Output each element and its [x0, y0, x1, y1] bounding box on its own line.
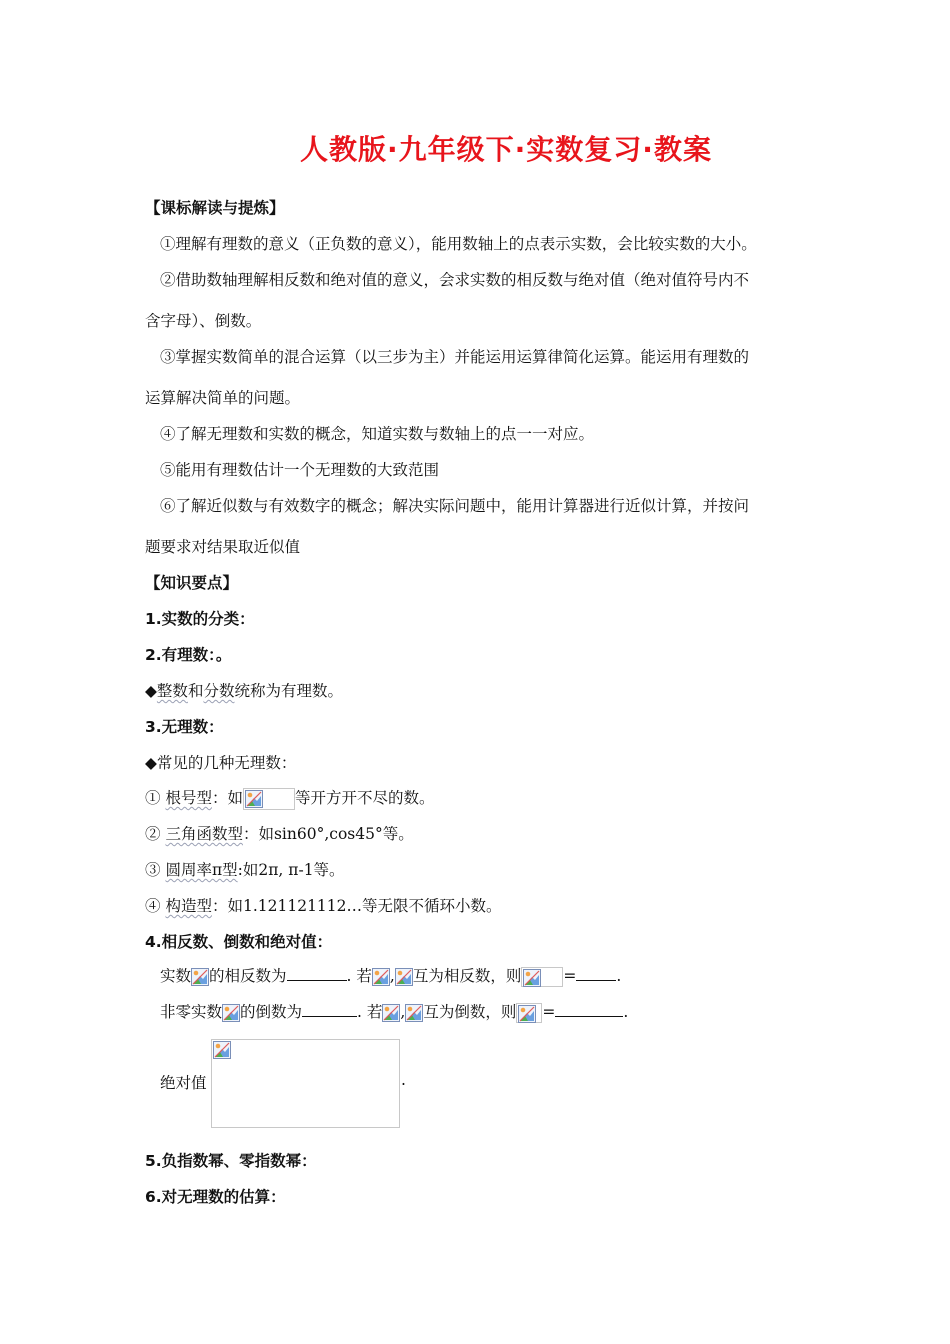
comma: , — [389, 967, 395, 985]
opposite-if: . 若 — [346, 967, 372, 985]
type-3-text: :如2π, π-1等。 — [237, 861, 345, 879]
formula-image-icon — [372, 968, 390, 986]
absolute-value-label: 绝对值 — [160, 1074, 207, 1092]
formula-image-icon — [213, 1041, 233, 1061]
irrational-type-4 — [145, 894, 502, 916]
term-fraction: 分数 — [203, 682, 235, 700]
point-4-heading: 4.相反数、倒数和绝对值： — [145, 933, 333, 951]
formula-image-icon — [516, 1003, 542, 1023]
reciprocal-if: . 若 — [357, 1003, 383, 1021]
standard-item-6: ⑥了解近似数与有效数字的概念；解决实际问题中，能用计算器进行近似计算，并按问 — [160, 497, 750, 515]
standard-item-3: ③掌握实数简单的混合运算（以三步为主）并能运用运算律简化运算。能运用有理数的 — [160, 348, 750, 366]
standard-item-6-cont: 题要求对结果取近似值 — [145, 538, 301, 556]
point-5-heading: 5.负指数幂、零指数幂： — [145, 1152, 317, 1170]
reciprocal-row — [160, 1000, 628, 1023]
opposite-text: 的相反数为 — [209, 967, 287, 985]
type-1-suffix: 等开方开不尽的数。 — [294, 789, 435, 807]
period: . — [623, 1003, 629, 1021]
formula-image-icon — [395, 968, 413, 986]
absolute-value-formula-image — [211, 1039, 400, 1128]
formula-image-icon — [405, 1004, 423, 1022]
comma: , — [400, 1003, 406, 1021]
type-1-name: 根号型 — [165, 789, 212, 807]
opposite-label: 实数 — [160, 967, 192, 985]
rational-note-end: 统称为有理数。 — [234, 682, 343, 700]
point-3-heading: 3.无理数： — [145, 718, 224, 736]
standard-item-5: ⑤能用有理数估计一个无理数的大致范围 — [160, 461, 440, 479]
answer-blank[interactable] — [302, 1002, 357, 1017]
rational-note-and: 和 — [187, 682, 204, 700]
diamond-bullet: ◆ — [145, 682, 157, 700]
rational-note — [145, 679, 343, 701]
type-1-number: ① — [145, 789, 161, 807]
type-2-name: 三角函数型 — [165, 825, 243, 843]
term-integer: 整数 — [156, 682, 188, 700]
formula-image-icon — [521, 967, 563, 987]
standard-item-2: ②借助数轴理解相反数和绝对值的意义，会求实数的相反数与绝对值（绝对值符号内不 — [160, 271, 750, 289]
type-2-text: ：如sin60°,cos45°等。 — [242, 825, 414, 843]
opposite-number-row — [160, 964, 621, 987]
answer-blank[interactable] — [287, 966, 347, 981]
section-heading-standards: 【课标解读与提炼】 — [145, 199, 285, 217]
reciprocal-condition: 互为倒数，则 — [423, 1003, 517, 1021]
equals-sign: = — [542, 1003, 556, 1021]
type-4-text: ：如1.121121112…等无限不循环小数。 — [211, 897, 502, 915]
formula-image-icon — [191, 968, 209, 986]
formula-image-icon — [222, 1004, 240, 1022]
irrational-type-2 — [145, 822, 414, 844]
type-4-number: ④ — [145, 897, 161, 915]
irrational-type-1 — [145, 786, 435, 810]
point-2-heading: 2.有理数：。 — [145, 646, 232, 664]
type-1-prefix: ：如 — [211, 789, 243, 807]
opposite-condition: 互为相反数，则 — [412, 967, 522, 985]
irrational-type-3 — [145, 858, 345, 880]
standard-item-3-cont: 运算解决简单的问题。 — [145, 389, 301, 407]
section-heading-knowledge: 【知识要点】 — [145, 574, 239, 592]
type-3-number: ③ — [145, 861, 161, 879]
type-2-number: ② — [145, 825, 161, 843]
point-6-heading: 6.对无理数的估算： — [145, 1188, 286, 1206]
page-title: 人教版·九年级下·实数复习·教案 — [300, 133, 712, 166]
reciprocal-text: 的倒数为 — [240, 1003, 303, 1021]
equals-sign: = — [563, 967, 577, 985]
absolute-value-period: . — [401, 1071, 406, 1089]
standard-item-4: ④了解无理数和实数的概念，知道实数与数轴上的点一一对应。 — [160, 425, 595, 443]
formula-image-icon — [382, 1004, 400, 1022]
point-1-heading: 1.实数的分类： — [145, 610, 255, 628]
reciprocal-label: 非零实数 — [160, 1003, 223, 1021]
answer-blank[interactable] — [576, 966, 616, 981]
answer-blank[interactable] — [555, 1002, 623, 1017]
type-3-name: 圆周率π型 — [165, 861, 238, 879]
standard-item-2-cont: 含字母）、倒数。 — [145, 312, 262, 330]
standard-item-1: ①理解有理数的意义（正负数的意义），能用数轴上的点表示实数，会比较实数的大小。 — [160, 235, 757, 253]
type-4-name: 构造型 — [165, 897, 212, 915]
formula-image-icon — [243, 788, 295, 810]
irrational-note: ◆常见的几种无理数： — [145, 754, 297, 772]
period: . — [616, 967, 622, 985]
